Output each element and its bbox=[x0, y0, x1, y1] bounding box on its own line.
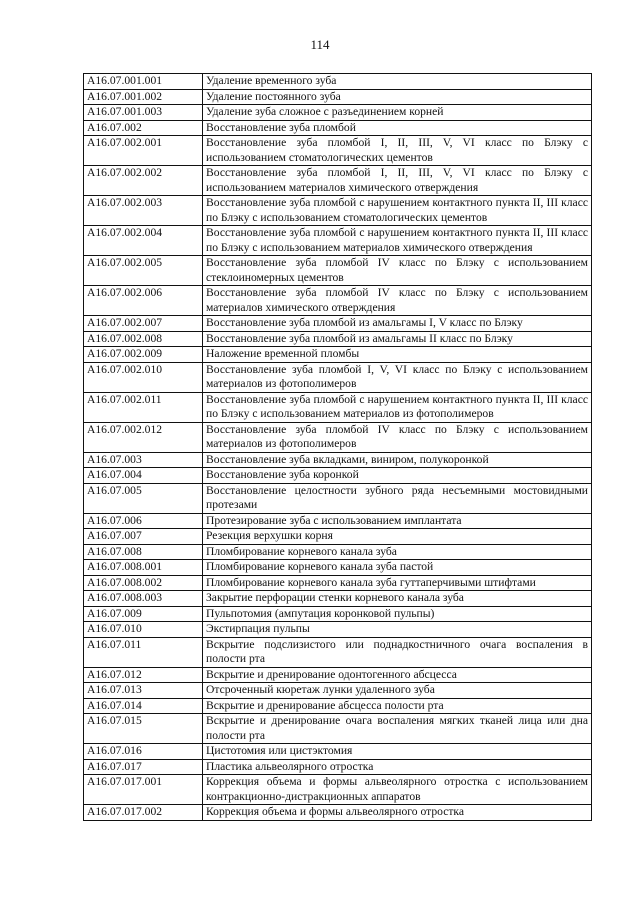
service-name: Экстирпация пульпы bbox=[203, 622, 592, 638]
table-row bbox=[84, 166, 592, 196]
service-code: A16.07.007 bbox=[84, 529, 203, 545]
service-name: Восстановление зуба пломбой IV класс по Блэку с использованием материалов химического отверждения bbox=[203, 286, 592, 316]
service-name: Восстановление зуба пломбой I, II, III, V, VI класс по Блэку с использованием стоматологических цементов bbox=[203, 136, 592, 166]
service-code: A16.07.002.004 bbox=[84, 226, 203, 256]
service-code: A16.07.002.010 bbox=[84, 362, 203, 392]
service-code: A16.07.002.012 bbox=[84, 422, 203, 452]
service-code: A16.07.001.003 bbox=[84, 105, 203, 121]
service-name: Вскрытие и дренирование абсцесса полости рта bbox=[203, 698, 592, 714]
table-row bbox=[84, 452, 592, 468]
service-code: A16.07.013 bbox=[84, 683, 203, 699]
service-name: Цистотомия или цистэктомия bbox=[203, 744, 592, 760]
table-row bbox=[84, 575, 592, 591]
service-code: A16.07.002.002 bbox=[84, 166, 203, 196]
table-row bbox=[84, 362, 592, 392]
table-row bbox=[84, 591, 592, 607]
service-name: Удаление постоянного зуба bbox=[203, 89, 592, 105]
service-name: Пломбирование корневого канала зуба гуттаперчивыми штифтами bbox=[203, 575, 592, 591]
service-code: A16.07.002.008 bbox=[84, 331, 203, 347]
table-row bbox=[84, 392, 592, 422]
table-row bbox=[84, 683, 592, 699]
table-row bbox=[84, 105, 592, 121]
service-code: A16.07.002.003 bbox=[84, 196, 203, 226]
table-row bbox=[84, 637, 592, 667]
service-code: A16.07.004 bbox=[84, 468, 203, 484]
service-name: Восстановление зуба пломбой с нарушением контактного пункта II, III класс по Блэку с использованием материалов химического отверждения bbox=[203, 226, 592, 256]
table-row bbox=[84, 606, 592, 622]
table-row bbox=[84, 196, 592, 226]
service-code: A16.07.017.001 bbox=[84, 775, 203, 805]
service-name: Пломбирование корневого канала зуба пастой bbox=[203, 560, 592, 576]
service-name: Восстановление зуба пломбой из амальгамы I, V класс по Блэку bbox=[203, 316, 592, 332]
service-name: Пульпотомия (ампутация коронковой пульпы) bbox=[203, 606, 592, 622]
service-code: A16.07.006 bbox=[84, 513, 203, 529]
table-row bbox=[84, 759, 592, 775]
service-code: A16.07.002.001 bbox=[84, 136, 203, 166]
service-name: Вскрытие и дренирование очага воспаления мягких тканей лица или дна полости рта bbox=[203, 714, 592, 744]
service-code: A16.07.002.009 bbox=[84, 347, 203, 363]
table-row bbox=[84, 775, 592, 805]
table-row bbox=[84, 120, 592, 136]
table-row bbox=[84, 667, 592, 683]
service-name: Восстановление зуба вкладками, виниром, полукоронкой bbox=[203, 452, 592, 468]
service-code: A16.07.003 bbox=[84, 452, 203, 468]
service-code: A16.07.002.006 bbox=[84, 286, 203, 316]
service-code: A16.07.008.002 bbox=[84, 575, 203, 591]
service-code: A16.07.015 bbox=[84, 714, 203, 744]
service-code: A16.07.017 bbox=[84, 759, 203, 775]
service-name: Восстановление зуба пломбой I, V, VI класс по Блэку с использованием материалов из фотополимеров bbox=[203, 362, 592, 392]
table-row bbox=[84, 136, 592, 166]
service-name: Резекция верхушки корня bbox=[203, 529, 592, 545]
service-name: Восстановление зуба пломбой IV класс по Блэку с использованием материалов из фотополимеров bbox=[203, 422, 592, 452]
service-code: A16.07.001.001 bbox=[84, 74, 203, 90]
service-name: Восстановление зуба коронкой bbox=[203, 468, 592, 484]
service-code: A16.07.002.005 bbox=[84, 256, 203, 286]
service-code: A16.07.012 bbox=[84, 667, 203, 683]
service-name: Восстановление зуба пломбой с нарушением контактного пункта II, III класс по Блэку с использованием стоматологических цементов bbox=[203, 196, 592, 226]
service-name: Удаление временного зуба bbox=[203, 74, 592, 90]
service-code: A16.07.002.011 bbox=[84, 392, 203, 422]
service-name: Наложение временной пломбы bbox=[203, 347, 592, 363]
service-name: Восстановление зуба пломбой IV класс по Блэку с использованием стеклоиномерных цементов bbox=[203, 256, 592, 286]
table-row bbox=[84, 422, 592, 452]
table-row bbox=[84, 529, 592, 545]
service-code: A16.07.001.002 bbox=[84, 89, 203, 105]
table-row bbox=[84, 316, 592, 332]
table-row bbox=[84, 347, 592, 363]
table-row bbox=[84, 483, 592, 513]
table-row bbox=[84, 622, 592, 638]
service-code: A16.07.008.003 bbox=[84, 591, 203, 607]
page-number: 114 bbox=[310, 37, 330, 52]
service-name: Пломбирование корневого канала зуба bbox=[203, 544, 592, 560]
service-code: A16.07.010 bbox=[84, 622, 203, 638]
service-name: Восстановление зуба пломбой bbox=[203, 120, 592, 136]
table-row bbox=[84, 468, 592, 484]
service-code: A16.07.011 bbox=[84, 637, 203, 667]
service-name: Вскрытие и дренирование одонтогенного абсцесса bbox=[203, 667, 592, 683]
service-name: Вскрытие подслизистого или поднадкостничного очага воспаления в полости рта bbox=[203, 637, 592, 667]
table-row bbox=[84, 226, 592, 256]
service-name: Восстановление целостности зубного ряда несъемными мостовидными протезами bbox=[203, 483, 592, 513]
service-code: A16.07.005 bbox=[84, 483, 203, 513]
table-body bbox=[84, 74, 592, 821]
table-row bbox=[84, 331, 592, 347]
service-name: Протезирование зуба с использованием имплантата bbox=[203, 513, 592, 529]
table-row bbox=[84, 560, 592, 576]
service-name: Отсроченный кюретаж лунки удаленного зуба bbox=[203, 683, 592, 699]
table-row bbox=[84, 74, 592, 90]
service-code: A16.07.002 bbox=[84, 120, 203, 136]
service-name: Удаление зуба сложное с разъединением корней bbox=[203, 105, 592, 121]
service-name: Закрытие перфорации стенки корневого канала зуба bbox=[203, 591, 592, 607]
service-code: A16.07.016 bbox=[84, 744, 203, 760]
service-name: Пластика альвеолярного отростка bbox=[203, 759, 592, 775]
table-row bbox=[84, 89, 592, 105]
service-code: A16.07.008 bbox=[84, 544, 203, 560]
service-name: Коррекция объема и формы альвеолярного отростка bbox=[203, 805, 592, 821]
service-code: A16.07.009 bbox=[84, 606, 203, 622]
table-row bbox=[84, 513, 592, 529]
service-code: A16.07.002.007 bbox=[84, 316, 203, 332]
table-row bbox=[84, 286, 592, 316]
table-row bbox=[84, 805, 592, 821]
service-name: Коррекция объема и формы альвеолярного отростка с использованием контракционно-дистракционных аппаратов bbox=[203, 775, 592, 805]
service-code: A16.07.017.002 bbox=[84, 805, 203, 821]
service-name: Восстановление зуба пломбой I, II, III, V, VI класс по Блэку с использованием материалов химического отверждения bbox=[203, 166, 592, 196]
service-name: Восстановление зуба пломбой из амальгамы II класс по Блэку bbox=[203, 331, 592, 347]
service-codes-table bbox=[83, 73, 592, 821]
table-row bbox=[84, 744, 592, 760]
table-row bbox=[84, 698, 592, 714]
service-name: Восстановление зуба пломбой с нарушением контактного пункта II, III класс по Блэку с использованием материалов из фотополимеров bbox=[203, 392, 592, 422]
service-code: A16.07.014 bbox=[84, 698, 203, 714]
table-row bbox=[84, 256, 592, 286]
table-row bbox=[84, 714, 592, 744]
table-row bbox=[84, 544, 592, 560]
service-code: A16.07.008.001 bbox=[84, 560, 203, 576]
